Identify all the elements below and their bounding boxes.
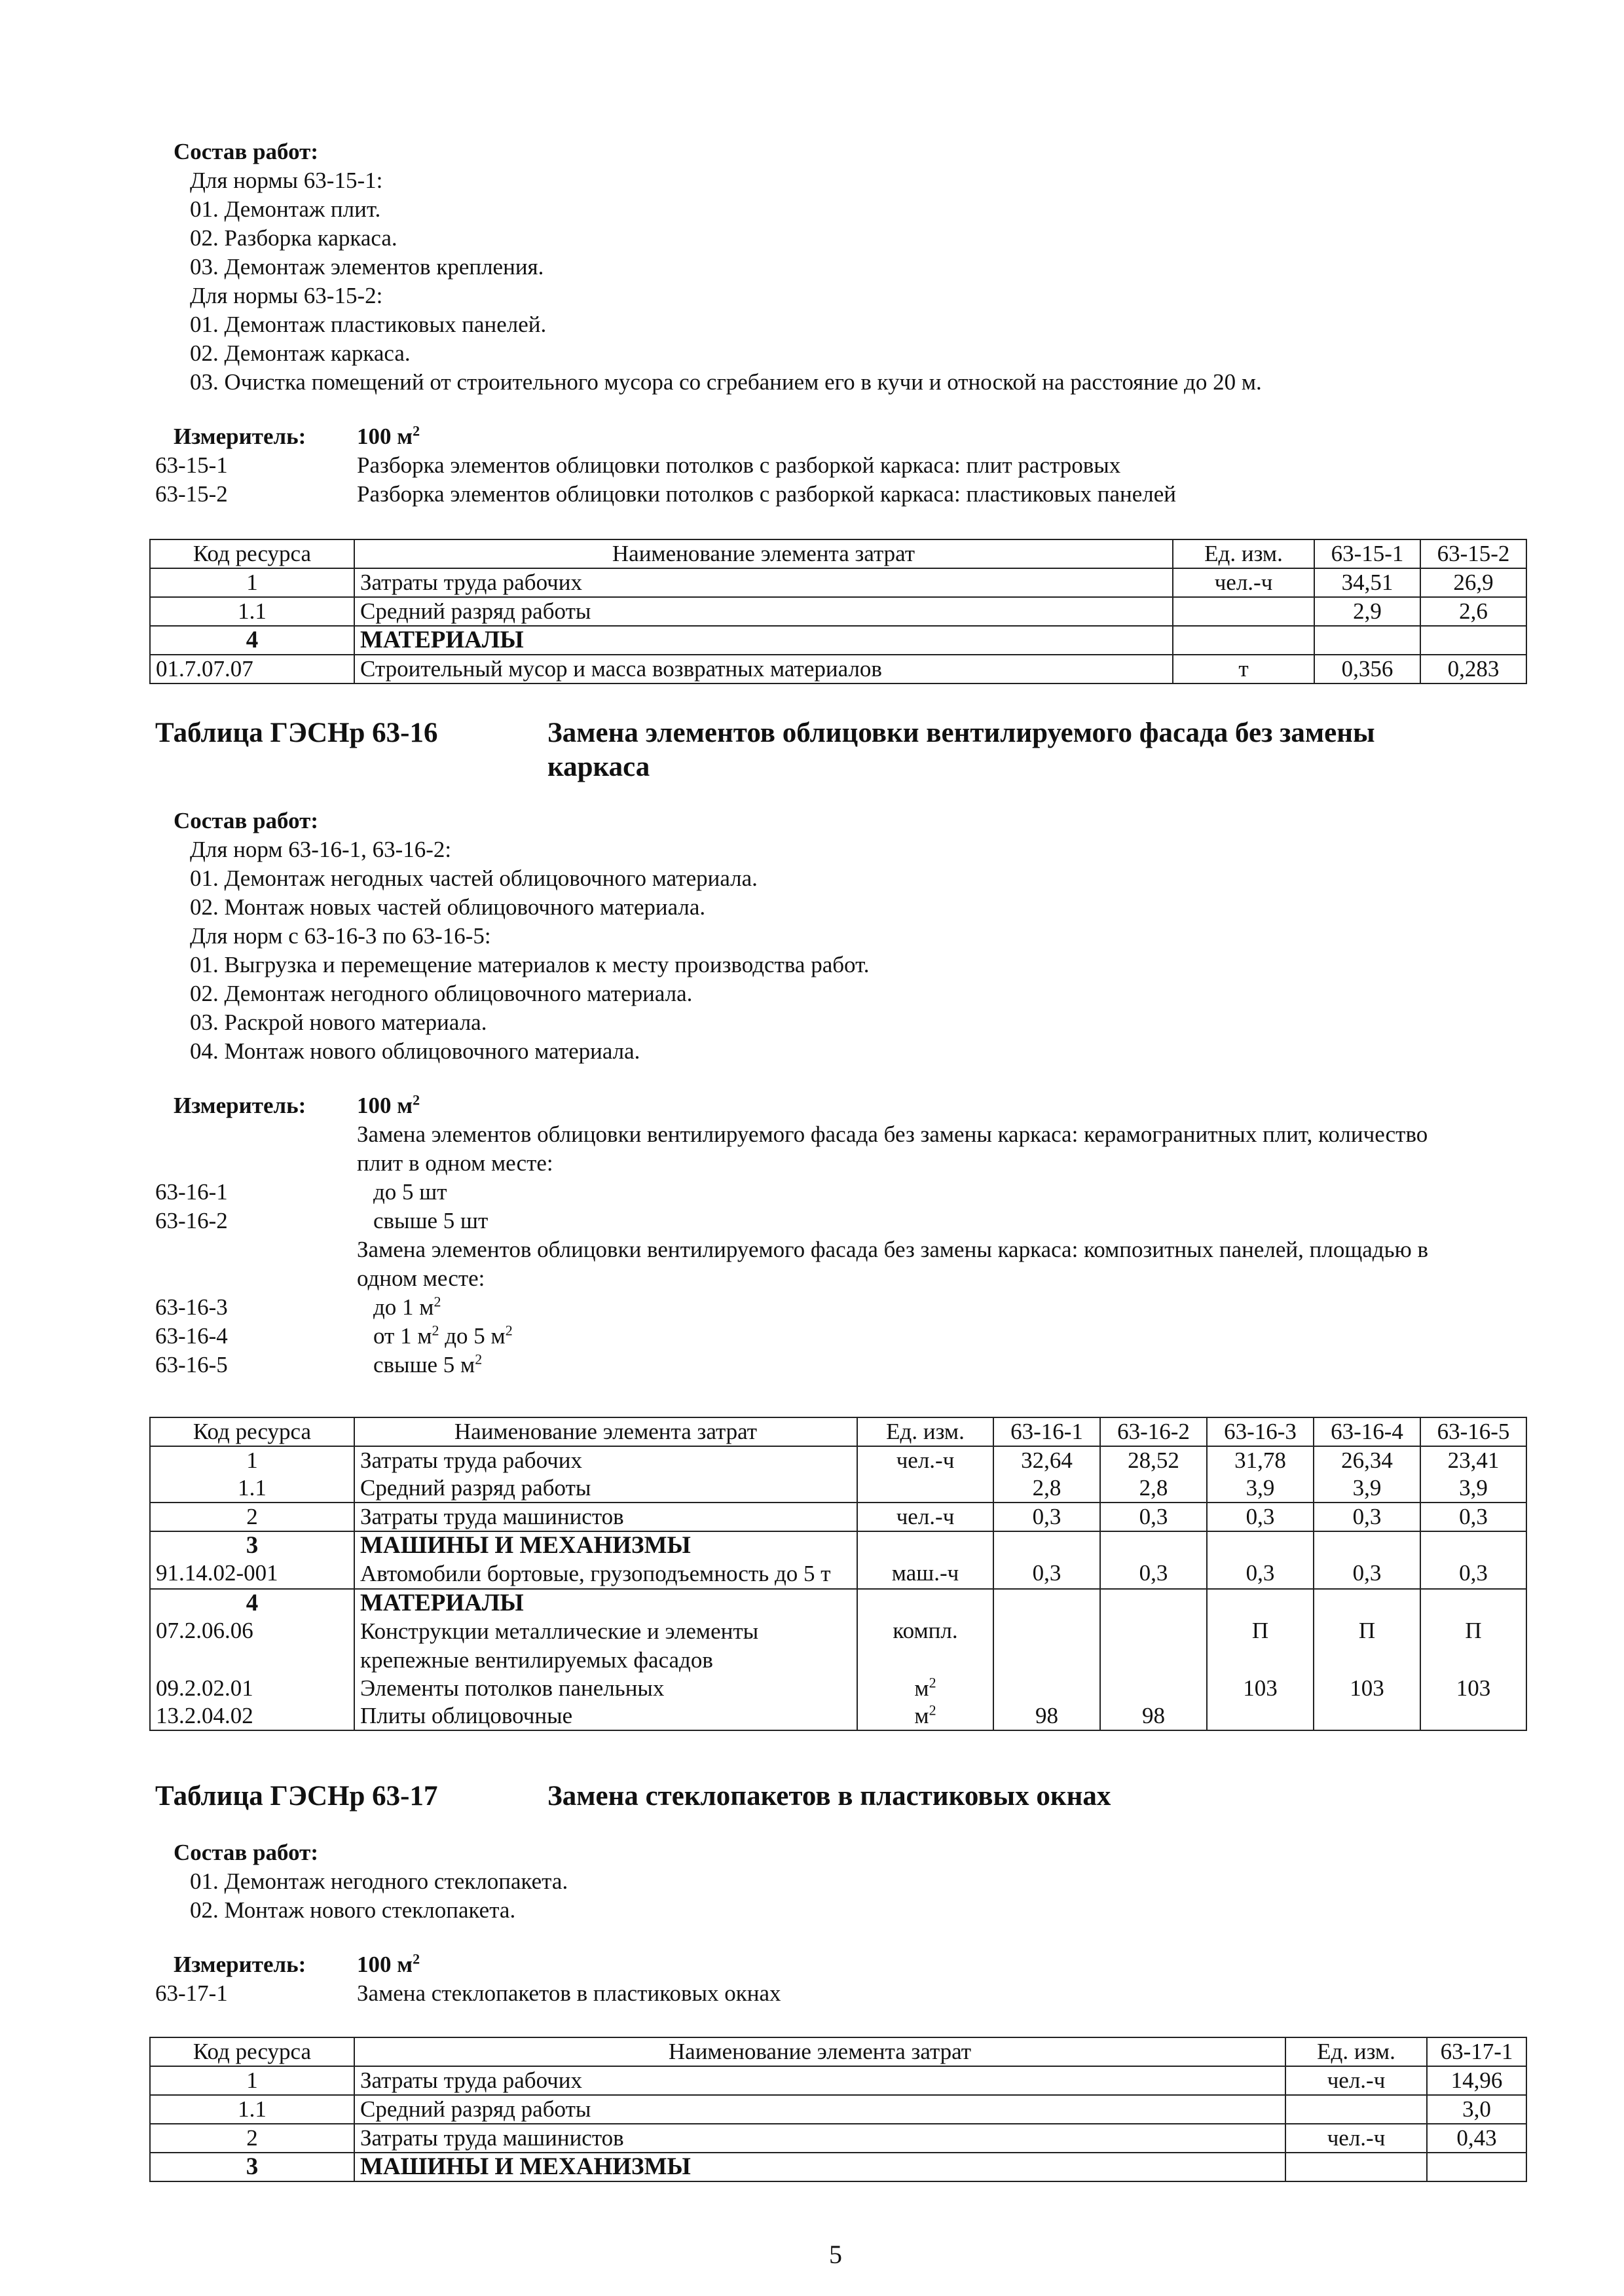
cell: 3,9: [1207, 1474, 1314, 1503]
cell: 103: [1420, 1675, 1526, 1702]
cell: Средний разряд работы: [354, 2095, 1285, 2124]
norm-group-text: одном месте:: [357, 1266, 485, 1291]
table-label: Таблица ГЭСНр 63-17: [155, 1781, 438, 1812]
header-cell: 63-15-1: [1314, 539, 1420, 568]
cell: [1420, 626, 1526, 655]
cell: [993, 1675, 1100, 1702]
cell: 32,64: [993, 1446, 1100, 1474]
table-row: [150, 626, 1526, 655]
cell: Средний разряд работы: [354, 1474, 857, 1503]
cell: [857, 1474, 993, 1503]
cell: 103: [1314, 1675, 1420, 1702]
cell: 26,9: [1420, 568, 1526, 597]
cell: [1314, 1531, 1420, 1559]
norm-code: 63-15-2: [155, 481, 228, 507]
table-title: каркаса: [547, 752, 650, 782]
cell: 0,3: [1314, 1559, 1420, 1589]
cell: [1420, 1589, 1526, 1617]
cell: МАТЕРИАЛЫ: [354, 626, 1173, 655]
norm-code: 63-15-1: [155, 452, 228, 478]
cell: $м^2$: [857, 1702, 993, 1730]
table-header-row: [150, 2037, 1526, 2066]
cell: [993, 1589, 1100, 1617]
cell: Затраты труда машинистов: [354, 2124, 1285, 2153]
table-row: [150, 2153, 1526, 2181]
cell: 26,34: [1314, 1446, 1420, 1474]
table-row: [150, 2095, 1526, 2124]
cell: 1: [150, 1446, 354, 1474]
norm-group-text: плит в одном месте:: [357, 1150, 553, 1176]
composition-line: 01. Демонтаж пластиковых панелей.: [190, 312, 547, 337]
composition-line: 01. Демонтаж негодного стеклопакета.: [190, 1868, 568, 1894]
header-cell: 63-16-3: [1207, 1417, 1314, 1446]
table-header-row: [150, 539, 1526, 568]
header-cell: Ед. изм.: [857, 1417, 993, 1446]
norm-text: до 5 шт: [373, 1179, 447, 1205]
composition-line: 03. Очистка помещений от строительного мусора со сгребанием его в кучи и отноской на расстояние до 20 м.: [190, 369, 1262, 395]
cell: МАШИНЫ И МЕХАНИЗМЫ: [354, 1531, 857, 1559]
composition-title: Состав работ:: [174, 1840, 318, 1865]
header-cell: Наименование элемента затрат: [354, 2037, 1285, 2066]
table-row: [150, 1474, 1526, 1503]
cell: 0,3: [1207, 1559, 1314, 1589]
composition-title: Состав работ:: [174, 139, 318, 164]
cell: Средний разряд работы: [354, 597, 1173, 626]
header-cell: Код ресурса: [150, 2037, 354, 2066]
composition-line: 01. Демонтаж негодных частей облицовочного материала.: [190, 866, 758, 891]
cell: [993, 1531, 1100, 1559]
cell: 0,283: [1420, 655, 1526, 683]
cell: $м^2$: [857, 1675, 993, 1702]
cell: [1207, 1702, 1314, 1730]
norm-text: от 1 $м^2$ до 5 $м^2$: [373, 1322, 513, 1349]
resource-table-63-16: [149, 1417, 1527, 1731]
cell: [1427, 2153, 1526, 2181]
table-row: [150, 1531, 1526, 1559]
composition-line: 01. Выгрузка и перемещение материалов к месту производства работ.: [190, 952, 870, 977]
header-cell: Ед. изм.: [1285, 2037, 1427, 2066]
norm-code: 63-16-5: [155, 1352, 228, 1377]
norm-text: Разборка элементов облицовки потолков с разборкой каркаса: пластиковых панелей: [357, 481, 1177, 507]
cell: 3: [150, 2153, 354, 2181]
measure-value: 100 $м^2$: [357, 1950, 420, 1977]
cell: [1100, 1675, 1207, 1702]
cell: 2: [150, 1503, 354, 1531]
cell: [1100, 1617, 1207, 1675]
table-row: [150, 2066, 1526, 2095]
table-title: Замена элементов облицовки вентилируемого фасада без замены: [547, 718, 1375, 748]
cell: чел.-ч: [1173, 568, 1314, 597]
measure-value: 100 $м^2$: [357, 422, 420, 449]
cell: 3: [150, 1531, 354, 1559]
table-row: [150, 1446, 1526, 1474]
measure-label: Измеритель:: [174, 424, 306, 449]
header-cell: Код ресурса: [150, 1417, 354, 1446]
table-header-row: [150, 1417, 1526, 1446]
cell: [1100, 1531, 1207, 1559]
cell: 103: [1207, 1675, 1314, 1702]
composition-line: Для нормы 63-15-2:: [190, 283, 383, 308]
norm-code: 63-16-3: [155, 1294, 228, 1320]
cell: 2,8: [993, 1474, 1100, 1503]
cell: 2,6: [1420, 597, 1526, 626]
cell: 0,43: [1427, 2124, 1526, 2153]
cell: 0,3: [993, 1559, 1100, 1589]
cell: П: [1207, 1617, 1314, 1675]
cell: Элементы потолков панельных: [354, 1675, 857, 1702]
table-label: Таблица ГЭСНр 63-16: [155, 718, 438, 748]
composition-title: Состав работ:: [174, 808, 318, 833]
cell: 23,41: [1420, 1446, 1526, 1474]
norm-text: Замена стеклопакетов в пластиковых окнах: [357, 1980, 781, 2006]
cell: [857, 1531, 993, 1559]
cell: [1100, 1589, 1207, 1617]
cell: Конструкции металлические и элементы крепежные вентилируемых фасадов: [354, 1617, 857, 1675]
cell: П: [1420, 1617, 1526, 1675]
cell: 13.2.04.02: [150, 1702, 354, 1730]
cell: [1314, 1589, 1420, 1617]
cell: [1420, 1702, 1526, 1730]
composition-line: Для норм 63-16-1, 63-16-2:: [190, 837, 452, 862]
cell: Строительный мусор и масса возвратных материалов: [354, 655, 1173, 683]
cell: 98: [993, 1702, 1100, 1730]
cell: 91.14.02-001: [150, 1559, 354, 1589]
composition-line: 02. Монтаж нового стеклопакета.: [190, 1897, 516, 1923]
resource-table-63-15: [149, 539, 1527, 684]
cell: 1.1: [150, 2095, 354, 2124]
header-cell: 63-16-4: [1314, 1417, 1420, 1446]
cell: 0,3: [1100, 1503, 1207, 1531]
norm-text: свыше 5 $м^2$: [373, 1351, 483, 1377]
cell: Затраты труда рабочих: [354, 568, 1173, 597]
norm-text: Разборка элементов облицовки потолков с разборкой каркаса: плит растровых: [357, 452, 1121, 478]
cell: П: [1314, 1617, 1420, 1675]
cell: [1173, 626, 1314, 655]
cell: [1207, 1531, 1314, 1559]
cell: [1420, 1531, 1526, 1559]
header-cell: Наименование элемента затрат: [354, 1417, 857, 1446]
measure-label: Измеритель:: [174, 1952, 306, 1977]
norm-group-text: Замена элементов облицовки вентилируемого фасада без замены каркаса: керамогранитных плит, количество: [357, 1121, 1428, 1147]
composition-line: 02. Демонтаж каркаса.: [190, 340, 411, 366]
cell: [993, 1617, 1100, 1675]
cell: 1.1: [150, 1474, 354, 1503]
norm-code: 63-16-1: [155, 1179, 228, 1205]
header-cell: 63-15-2: [1420, 539, 1526, 568]
norm-code: 63-16-2: [155, 1208, 228, 1233]
table-row: [150, 1702, 1526, 1730]
cell: компл.: [857, 1617, 993, 1675]
cell: [1285, 2153, 1427, 2181]
cell: чел.-ч: [857, 1503, 993, 1531]
composition-line: 02. Монтаж новых частей облицовочного материала.: [190, 894, 706, 920]
cell: 98: [1100, 1702, 1207, 1730]
norm-code: 63-17-1: [155, 1980, 228, 2006]
cell: 3,0: [1427, 2095, 1526, 2124]
composition-line: 04. Монтаж нового облицовочного материала.: [190, 1038, 640, 1064]
header-cell: 63-16-1: [993, 1417, 1100, 1446]
measure-label: Измеритель:: [174, 1093, 306, 1118]
header-cell: 63-16-2: [1100, 1417, 1207, 1446]
table-title: Замена стеклопакетов в пластиковых окнах: [547, 1781, 1111, 1812]
norm-code: 63-16-4: [155, 1323, 228, 1349]
table-row: [150, 597, 1526, 626]
cell: [1285, 2095, 1427, 2124]
table-row: [150, 655, 1526, 683]
resource-table-63-17: [149, 2037, 1527, 2182]
cell: 0,3: [1314, 1503, 1420, 1531]
header-cell: 63-17-1: [1427, 2037, 1526, 2066]
cell: 4: [150, 626, 354, 655]
cell: 28,52: [1100, 1446, 1207, 1474]
cell: чел.-ч: [1285, 2066, 1427, 2095]
header-cell: Код ресурса: [150, 539, 354, 568]
table-row: [150, 1617, 1526, 1675]
table-row: [150, 1589, 1526, 1617]
cell: Затраты труда рабочих: [354, 1446, 857, 1474]
norm-text: до 1 $м^2$: [373, 1293, 441, 1320]
cell: чел.-ч: [857, 1446, 993, 1474]
cell: чел.-ч: [1285, 2124, 1427, 2153]
composition-line: Для нормы 63-15-1:: [190, 168, 383, 193]
table-row: [150, 1503, 1526, 1531]
cell: Автомобили бортовые, грузоподъемность до 5 т: [354, 1559, 857, 1589]
cell: 01.7.07.07: [150, 655, 354, 683]
table-row: [150, 1675, 1526, 1702]
measure-value: 100 $м^2$: [357, 1091, 420, 1118]
cell: 0,3: [1100, 1559, 1207, 1589]
header-cell: Наименование элемента затрат: [354, 539, 1173, 568]
cell: МАШИНЫ И МЕХАНИЗМЫ: [354, 2153, 1285, 2181]
table-row: [150, 1559, 1526, 1589]
header-cell: 63-16-5: [1420, 1417, 1526, 1446]
cell: 0,3: [993, 1503, 1100, 1531]
composition-line: 01. Демонтаж плит.: [190, 196, 381, 222]
cell: т: [1173, 655, 1314, 683]
cell: 0,3: [1420, 1559, 1526, 1589]
cell: 31,78: [1207, 1446, 1314, 1474]
page-number: 5: [829, 2240, 842, 2269]
cell: 0,3: [1420, 1503, 1526, 1531]
composition-line: 02. Разборка каркаса.: [190, 225, 397, 251]
cell: 2,9: [1314, 597, 1420, 626]
cell: 1: [150, 2066, 354, 2095]
cell: 09.2.02.01: [150, 1675, 354, 1702]
cell: 1: [150, 568, 354, 597]
cell: Затраты труда машинистов: [354, 1503, 857, 1531]
cell: 07.2.06.06: [150, 1617, 354, 1675]
cell: 0,356: [1314, 655, 1420, 683]
cell: [857, 1589, 993, 1617]
cell: Затраты труда рабочих: [354, 2066, 1285, 2095]
cell: 2: [150, 2124, 354, 2153]
table-row: [150, 2124, 1526, 2153]
cell: 3,9: [1314, 1474, 1420, 1503]
cell: 3,9: [1420, 1474, 1526, 1503]
cell: 4: [150, 1589, 354, 1617]
cell: [1314, 626, 1420, 655]
cell: 34,51: [1314, 568, 1420, 597]
cell: 14,96: [1427, 2066, 1526, 2095]
composition-line: Для норм с 63-16-3 по 63-16-5:: [190, 923, 491, 949]
norm-group-text: Замена элементов облицовки вентилируемого фасада без замены каркаса: композитных панелей, площадью в: [357, 1237, 1428, 1262]
cell: 0,3: [1207, 1503, 1314, 1531]
cell: [1207, 1589, 1314, 1617]
norm-text: свыше 5 шт: [373, 1208, 489, 1233]
cell: 2,8: [1100, 1474, 1207, 1503]
cell: [1173, 597, 1314, 626]
composition-line: 02. Демонтаж негодного облицовочного материала.: [190, 981, 693, 1006]
cell: Плиты облицовочные: [354, 1702, 857, 1730]
composition-line: 03. Демонтаж элементов крепления.: [190, 254, 544, 280]
cell: [1314, 1702, 1420, 1730]
header-cell: Ед. изм.: [1173, 539, 1314, 568]
table-row: [150, 568, 1526, 597]
composition-line: 03. Раскрой нового материала.: [190, 1010, 487, 1035]
cell: маш.-ч: [857, 1559, 993, 1589]
cell: 1.1: [150, 597, 354, 626]
cell: МАТЕРИАЛЫ: [354, 1589, 857, 1617]
